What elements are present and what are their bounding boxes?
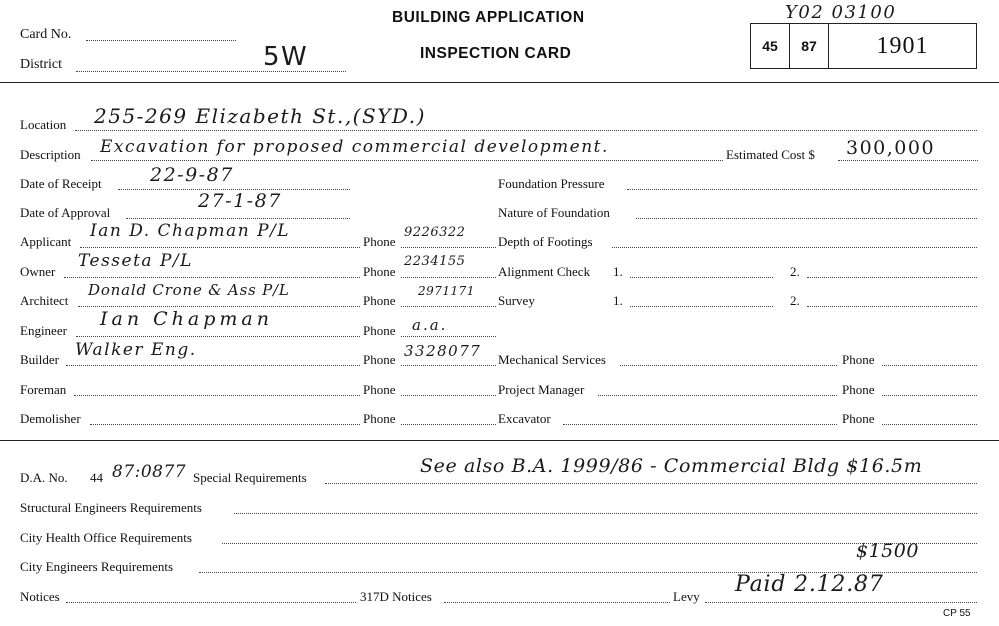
applicant-phone-label: Phone — [363, 234, 396, 249]
levy-value: Paid 2.12.87 — [735, 572, 884, 597]
owner-phone-value: 2234155 — [404, 254, 466, 269]
da-no-value: 87:0877 — [112, 462, 187, 482]
engineer-phone-line — [401, 336, 496, 337]
description-label: Description — [20, 147, 81, 162]
demolisher-line — [90, 424, 360, 425]
structural-engineers-label: Structural Engineers Requirements — [20, 500, 202, 515]
survey-line-2 — [807, 306, 977, 307]
applicant-phone-value: 9226322 — [404, 225, 466, 240]
notices-line — [66, 602, 356, 603]
excavator-phone-line — [882, 424, 977, 425]
depth-footings-label: Depth of Footings — [498, 234, 593, 249]
foundation-pressure-label: Foundation Pressure — [498, 176, 605, 191]
demolisher-phone-label: Phone — [363, 411, 396, 426]
notices-317d-line — [444, 602, 670, 603]
excavator-line — [563, 424, 837, 425]
alignment-check-n1: 1. — [613, 264, 623, 279]
file-reference: Y02 03100 — [785, 2, 897, 23]
mechanical-phone-line — [882, 365, 977, 366]
city-engineers-label: City Engineers Requirements — [20, 559, 174, 574]
section-divider — [0, 440, 999, 441]
estimated-cost-label: Estimated Cost $ — [726, 147, 815, 162]
builder-phone-label: Phone — [363, 352, 396, 367]
notices-label: Notices — [20, 589, 60, 604]
demolisher-phone-line — [401, 424, 496, 425]
foreman-phone-label: Phone — [363, 382, 396, 397]
applicant-line — [80, 247, 360, 248]
foundation-pressure-line — [627, 189, 977, 190]
survey-line-1 — [630, 306, 773, 307]
estimated-cost-value: 300,000 — [846, 137, 936, 159]
city-engineers-value: $1500 — [856, 540, 919, 562]
engineer-phone-label: Phone — [363, 323, 396, 338]
notices-317d-label: 317D Notices — [360, 589, 432, 604]
applicant-value: Ian D. Chapman P/L — [90, 221, 291, 241]
date-approval-value: 27-1-87 — [198, 190, 282, 212]
number-box-cell-3: 1901 — [876, 32, 929, 59]
special-requirements-line — [325, 483, 977, 484]
owner-phone-label: Phone — [363, 264, 396, 279]
survey-n1: 1. — [613, 293, 623, 308]
application-number-box — [750, 23, 977, 69]
architect-phone-line — [401, 306, 496, 307]
applicant-phone-line — [401, 247, 496, 248]
header-divider — [0, 82, 999, 83]
alignment-check-line-1 — [630, 277, 773, 278]
engineer-label: Engineer — [20, 323, 67, 338]
alignment-check-n2: 2. — [790, 264, 800, 279]
builder-phone-value: 3328077 — [404, 342, 482, 360]
date-receipt-value: 22-9-87 — [150, 164, 234, 186]
location-label: Location — [20, 117, 67, 132]
estimated-cost-line — [838, 160, 978, 161]
card-title-line2: INSPECTION CARD — [420, 45, 572, 62]
card-no-line — [86, 40, 236, 41]
project-manager-phone-line — [882, 395, 977, 396]
mechanical-phone-label: Phone — [842, 352, 875, 367]
engineer-phone-value: a.a. — [412, 316, 448, 334]
survey-n2: 2. — [790, 293, 800, 308]
description-line — [91, 160, 723, 161]
special-requirements-label: Special Requirements — [193, 470, 307, 485]
builder-phone-line — [401, 365, 496, 366]
owner-value: Tesseta P/L — [78, 251, 193, 271]
depth-footings-line — [612, 247, 977, 248]
architect-label: Architect — [20, 293, 69, 308]
nature-foundation-line — [636, 218, 977, 219]
number-box-cell-1: 45 — [751, 24, 790, 68]
architect-line — [78, 306, 360, 307]
architect-phone-label: Phone — [363, 293, 396, 308]
location-value: 255-269 Elizabeth St.,(SYD.) — [94, 104, 426, 128]
location-line — [75, 130, 977, 131]
da-no-label: D.A. No. — [20, 470, 68, 485]
foreman-label: Foreman — [20, 382, 67, 397]
da-no-prefix: 44 — [90, 470, 103, 485]
date-receipt-label: Date of Receipt — [20, 176, 102, 191]
builder-line — [66, 365, 360, 366]
owner-phone-line — [401, 277, 496, 278]
owner-label: Owner — [20, 264, 56, 279]
foreman-phone-line — [401, 395, 496, 396]
owner-line — [64, 277, 360, 278]
builder-value: Walker Eng. — [75, 340, 197, 360]
project-manager-phone-label: Phone — [842, 382, 875, 397]
levy-line — [705, 602, 977, 603]
structural-engineers-line — [234, 513, 977, 514]
form-code: CP 55 — [943, 608, 971, 619]
excavator-label: Excavator — [498, 411, 551, 426]
levy-label: Levy — [673, 589, 700, 604]
number-box-cell-2: 87 — [790, 24, 829, 68]
alignment-check-label: Alignment Check — [498, 264, 591, 279]
project-manager-label: Project Manager — [498, 382, 585, 397]
district-label: District — [20, 57, 62, 72]
date-approval-line — [126, 218, 350, 219]
project-manager-line — [598, 395, 837, 396]
engineer-value: Ian Chapman — [100, 308, 273, 330]
district-value: 5W — [263, 42, 309, 72]
builder-label: Builder — [20, 352, 59, 367]
architect-phone-value: 2971171 — [418, 284, 475, 298]
survey-label: Survey — [498, 293, 535, 308]
foreman-line — [74, 395, 360, 396]
nature-foundation-label: Nature of Foundation — [498, 205, 610, 220]
architect-value: Donald Crone & Ass P/L — [88, 281, 290, 299]
mechanical-services-line — [620, 365, 837, 366]
date-approval-label: Date of Approval — [20, 205, 111, 220]
special-requirements-value: See also B.A. 1999/86 - Commercial Bldg $16.5m — [420, 455, 923, 477]
demolisher-label: Demolisher — [20, 411, 81, 426]
mechanical-services-label: Mechanical Services — [498, 352, 606, 367]
excavator-phone-label: Phone — [842, 411, 875, 426]
card-no-label: Card No. — [20, 27, 72, 42]
alignment-check-line-2 — [807, 277, 977, 278]
city-health-label: City Health Office Requirements — [20, 530, 192, 545]
card-title-line1: BUILDING APPLICATION — [392, 9, 585, 26]
engineer-line — [76, 336, 360, 337]
description-value: Excavation for proposed commercial development. — [100, 137, 609, 157]
applicant-label: Applicant — [20, 234, 72, 249]
